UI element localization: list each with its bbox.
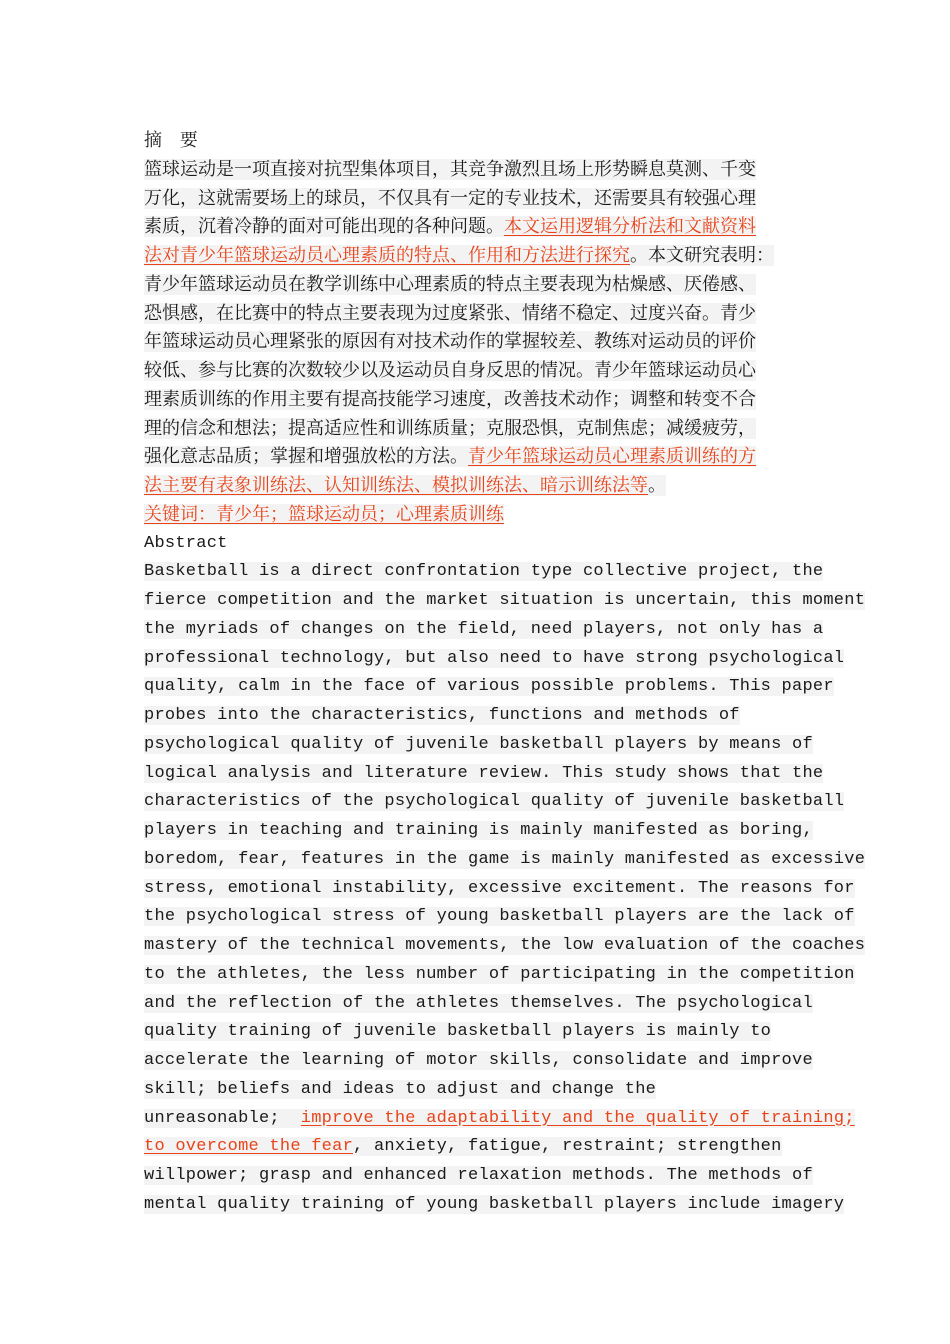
abstract-cn-line bbox=[144, 443, 824, 472]
abstract-en-text: to the athletes, the less number of participating in the competition bbox=[144, 964, 855, 984]
abstract-cn-line bbox=[144, 328, 824, 357]
abstract-en-text: quality, calm in the face of various possible problems. This paper bbox=[144, 677, 834, 697]
abstract-en-text: unreasonable; bbox=[144, 1108, 301, 1128]
abstract-cn-line bbox=[144, 501, 824, 530]
abstract-en-text: the psychological stress of young basketball players are the lack of bbox=[144, 907, 855, 927]
abstract-en-line bbox=[144, 673, 834, 702]
abstract-cn-text: 素质，沉着冷静的面对可能出现的各种问题。 bbox=[144, 216, 504, 238]
abstract-cn-line bbox=[144, 472, 824, 501]
abstract-en-line bbox=[144, 1133, 824, 1162]
abstract-en-text: willpower; grasp and enhanced relaxation methods. The methods of bbox=[144, 1166, 813, 1185]
abstract-en-line bbox=[144, 875, 855, 904]
abstract-cn-highlighted-text: 法主要有表象训练法、认知训练法、模拟训练法、暗示训练法等 bbox=[144, 475, 648, 496]
abstract-en-line bbox=[144, 731, 824, 760]
abstract-en-line bbox=[144, 1191, 845, 1220]
abstract-cn-line bbox=[144, 415, 824, 444]
abstract-cn-line bbox=[144, 357, 824, 386]
abstract-en-highlighted-text: improve the adaptability and the quality of training; bbox=[300, 1108, 855, 1128]
abstract-en-highlighted-text: to overcome the fear bbox=[144, 1137, 354, 1157]
abstract-en-line bbox=[144, 932, 866, 961]
abstract-en-text: Basketball is a direct confrontation type collective project, the bbox=[144, 562, 824, 582]
abstract-en-line bbox=[144, 903, 855, 932]
abstract-cn-text: 强化意志品质；掌握和增强放松的方法。 bbox=[144, 446, 468, 468]
abstract-heading-en: Abstract bbox=[144, 533, 228, 553]
abstract-en-line bbox=[144, 702, 824, 731]
abstract-cn-text: 理的信念和想法；提高适应性和训练质量；克服恐惧，克制焦虑；减缓疲劳， bbox=[144, 417, 756, 439]
abstract-en-text: , anxiety, fatigue, restraint; strengthen bbox=[353, 1137, 782, 1157]
abstract-cn-highlighted-text: 法对青少年篮球运动员心理素质的特点、作用和方法进行探究 bbox=[144, 245, 630, 266]
abstract-en-line bbox=[144, 990, 824, 1019]
abstract-en-line bbox=[144, 1047, 824, 1076]
abstract-en-line bbox=[144, 645, 845, 674]
abstract-cn bbox=[144, 156, 824, 530]
abstract-en-line bbox=[144, 1076, 824, 1105]
abstract-cn-text: 。本文研究表明： bbox=[630, 245, 774, 266]
abstract-cn-highlighted-text: 本文运用逻辑分析法和文献资料 bbox=[504, 216, 756, 238]
abstract-en-line bbox=[144, 961, 855, 990]
abstract-cn-text: 篮球运动是一项直接对抗型集体项目，其竞争激烈且场上形势瞬息莫测、千变 bbox=[144, 158, 756, 180]
abstract-en-text: boredom, fear, features in the game is mainly manifested as excessive bbox=[144, 849, 866, 869]
abstract-en-line bbox=[144, 788, 845, 817]
abstract-en-text: and the reflection of the athletes themselves. The psychological bbox=[144, 993, 813, 1013]
abstract-cn-line bbox=[144, 213, 824, 242]
abstract-en-text: quality training of juvenile basketball players is mainly to bbox=[144, 1022, 772, 1042]
abstract-cn-text: 恐惧感，在比赛中的特点主要表现为过度紧张、情绪不稳定、过度兴奋。青少 bbox=[144, 302, 756, 324]
abstract-en-line bbox=[144, 558, 824, 587]
abstract-en-text: logical analysis and literature review. This study shows that the bbox=[144, 763, 824, 783]
abstract-cn-highlighted-text: 关键词：青少年；篮球运动员；心理素质训练 bbox=[144, 503, 504, 525]
abstract-en-line bbox=[144, 616, 824, 645]
abstract-cn-line bbox=[144, 185, 824, 214]
abstract-en-text: players in teaching and training is mainly manifested as boring, bbox=[144, 821, 813, 840]
abstract-cn-line bbox=[144, 271, 824, 300]
abstract-cn-line bbox=[144, 300, 824, 329]
abstract-en-text: fierce competition and the market situation is uncertain, this moment bbox=[144, 591, 866, 610]
abstract-en-text: stress, emotional instability, excessive excitement. The reasons for bbox=[144, 878, 855, 898]
abstract-cn-text: 青少年篮球运动员在教学训练中心理素质的特点主要表现为枯燥感、厌倦感、 bbox=[144, 273, 756, 295]
abstract-en-line bbox=[144, 1018, 824, 1047]
document-body bbox=[144, 127, 866, 1220]
abstract-en-line bbox=[144, 587, 866, 616]
abstract-en-text: the myriads of changes on the field, need players, not only has a bbox=[144, 619, 824, 639]
abstract-en-text: mastery of the technical movements, the low evaluation of the coaches bbox=[144, 936, 866, 955]
abstract-cn-line bbox=[144, 386, 824, 415]
abstract-cn-line bbox=[144, 156, 824, 185]
abstract-en-line bbox=[144, 1105, 855, 1134]
abstract-cn-text: 理素质训练的作用主要有提高技能学习速度，改善技术动作；调整和转变不合 bbox=[144, 388, 756, 410]
abstract-en-text: mental quality training of young basketball players include imagery bbox=[144, 1194, 845, 1214]
abstract-en-line bbox=[144, 1162, 824, 1191]
abstract-en-line bbox=[144, 760, 824, 789]
abstract-en-text: psychological quality of juvenile basketball players by means of bbox=[144, 734, 813, 754]
abstract-cn-text: 万化，这就需要场上的球员，不仅具有一定的专业技术，还需要具有较强心理 bbox=[144, 187, 756, 209]
abstract-en-text: probes into the characteristics, functions and methods of bbox=[144, 706, 740, 725]
abstract-cn-text: 年篮球运动员心理紧张的原因有对技术动作的掌握较差、教练对运动员的评价 bbox=[144, 331, 756, 353]
abstract-cn-line bbox=[144, 242, 824, 271]
abstract-heading-cn: 摘 要 bbox=[144, 130, 204, 151]
abstract-en-line bbox=[144, 846, 866, 875]
abstract-en-line bbox=[144, 817, 824, 846]
abstract-en-text: skill; beliefs and ideas to adjust and change the bbox=[144, 1079, 657, 1099]
abstract-en-text: accelerate the learning of motor skills, consolidate and improve bbox=[144, 1051, 813, 1070]
abstract-cn-highlighted-text: 青少年篮球运动员心理素质训练的方 bbox=[468, 446, 756, 468]
abstract-en-text: professional technology, but also need to have strong psychological bbox=[144, 648, 845, 668]
abstract-cn-text: 。 bbox=[648, 475, 666, 496]
abstract-en bbox=[144, 558, 866, 1219]
abstract-en-text: characteristics of the psychological quality of juvenile basketball bbox=[144, 792, 845, 812]
abstract-cn-text: 较低、参与比赛的次数较少以及运动员自身反思的情况。青少年篮球运动员心 bbox=[144, 360, 756, 381]
